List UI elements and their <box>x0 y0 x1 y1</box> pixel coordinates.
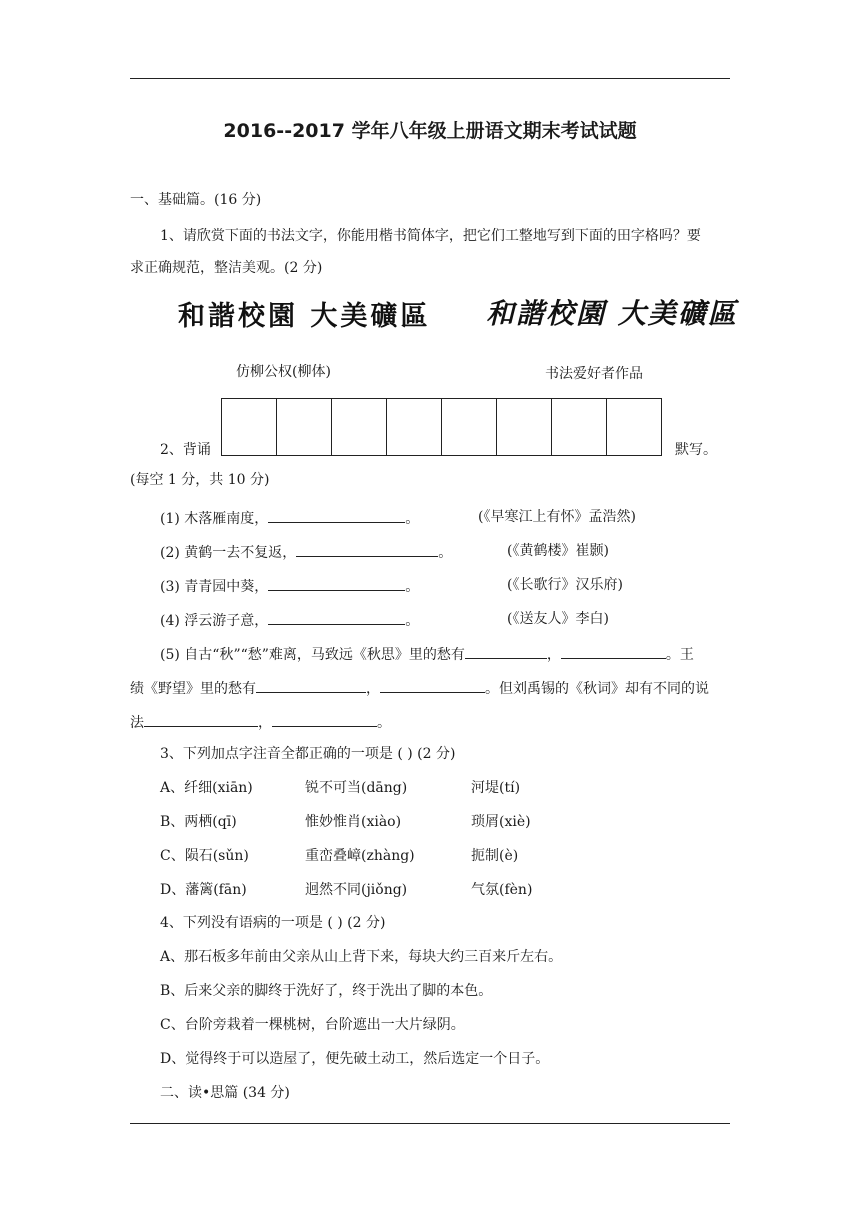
answer-blank[interactable] <box>268 507 405 523</box>
grid-cell[interactable] <box>552 399 607 455</box>
recitation-item-3 <box>160 575 419 597</box>
exam-title: 2016--2017 学年八年级上册语文期末考试试题 <box>223 120 637 142</box>
grid-cell[interactable] <box>387 399 442 455</box>
answer-blank[interactable] <box>256 677 366 693</box>
q4-option-c: C、台阶旁栽着一棵桃树，台阶遮出一大片绿阴。 <box>160 1017 465 1033</box>
item-text: 。 <box>377 715 391 731</box>
q3-option-d-1: D、藩篱(fān) <box>160 882 247 898</box>
item-text: (4) 浮云游子意， <box>160 613 269 629</box>
q3-option-d-3: 气氛(fèn) <box>471 882 533 898</box>
q3-stem: 3、下列加点字注音全都正确的一项是 ( ) (2 分) <box>160 746 456 762</box>
answer-blank[interactable] <box>144 711 258 727</box>
answer-blank[interactable] <box>380 677 485 693</box>
recitation-source-3: (《长歌行》汉乐府) <box>507 577 623 593</box>
grid-cell[interactable] <box>277 399 332 455</box>
grid-cell[interactable] <box>332 399 387 455</box>
q4-stem: 4、下列没有语病的一项是 ( ) (2 分) <box>160 915 386 931</box>
section-heading-basics: 一、基础篇。(16 分) <box>130 192 262 208</box>
q2-suffix: 默写。 <box>675 442 717 458</box>
q3-option-d-2: 迥然不同(jiǒng) <box>305 882 408 898</box>
item-text: 。王 <box>665 647 694 663</box>
grid-cell[interactable] <box>497 399 552 455</box>
q1-line2: 求正确规范，整洁美观。(2 分) <box>130 260 323 276</box>
item-text: 法 <box>130 715 144 731</box>
recitation-source-1: (《早寒江上有怀》孟浩然) <box>478 509 636 525</box>
item-text: (3) 青青园中葵， <box>160 579 269 595</box>
item-text: (2) 黄鹤一去不复返， <box>160 545 297 561</box>
item-end: 。 <box>438 545 453 561</box>
recitation-item-5-line2 <box>130 677 709 699</box>
section-heading-reading: 二、读•思篇 (34 分) <box>160 1085 290 1101</box>
q3-option-c-2: 重峦叠嶂(zhàng) <box>305 848 415 864</box>
item-text: 。但刘禹锡的《秋词》却有不同的说 <box>485 681 709 697</box>
item-end: 。 <box>405 511 420 527</box>
q3-option-b-2: 惟妙惟肖(xiào) <box>305 814 402 830</box>
item-text: 绩《野望》里的愁有 <box>130 681 256 697</box>
grid-cell[interactable] <box>442 399 497 455</box>
q3-option-a-1: A、纤细(xiān) <box>160 780 253 796</box>
answer-blank[interactable] <box>465 643 547 659</box>
item-end: 。 <box>405 579 420 595</box>
recitation-item-4 <box>160 609 419 631</box>
answer-blank[interactable] <box>272 711 377 727</box>
q3-option-a-3: 河堤(tí) <box>471 780 521 796</box>
q1-line1: 1、请欣赏下面的书法文字，你能用楷书简体字，把它们工整地写到下面的田字格吗？要 <box>160 228 701 244</box>
calligraphy-amateur-work: 和諧校園 大美礦區 <box>486 297 738 330</box>
answer-blank[interactable] <box>268 575 405 591</box>
q2-prefix: 2、背诵 <box>160 442 211 458</box>
answer-blank[interactable] <box>296 541 438 557</box>
recitation-source-4: (《送友人》李白) <box>507 611 609 627</box>
grid-cell[interactable] <box>607 399 661 455</box>
recitation-item-2 <box>160 541 452 563</box>
recitation-item-5-line3 <box>130 711 391 733</box>
q3-option-b-1: B、两栖(qī) <box>160 814 237 830</box>
recitation-item-5-line1 <box>160 643 694 665</box>
calligraphy-liu-style: 和諧校園 大美礦區 <box>178 301 431 332</box>
q2-scoring-note: (每空 1 分，共 10 分) <box>130 472 270 488</box>
q3-option-a-2: 锐不可当(dāng) <box>305 780 408 796</box>
item-comma: ， <box>546 647 561 663</box>
grid-cell[interactable] <box>222 399 277 455</box>
item-comma: ， <box>258 715 272 731</box>
item-text: (1) 木落雁南度， <box>160 511 269 527</box>
q4-option-a: A、那石板多年前由父亲从山上背下来，每块大约三百来斤左右。 <box>160 949 563 965</box>
header-rule <box>130 78 730 79</box>
answer-blank[interactable] <box>268 609 405 625</box>
caption-amateur-work: 书法爱好者作品 <box>545 366 643 382</box>
answer-blank[interactable] <box>561 643 666 659</box>
writing-grid[interactable] <box>221 398 662 456</box>
caption-liu-style: 仿柳公权(柳体) <box>236 364 331 380</box>
q3-option-c-3: 扼制(è) <box>471 848 519 864</box>
recitation-source-2: (《黄鹤楼》崔颢) <box>507 543 609 559</box>
item-text: (5) 自古“秋”“愁”难离，马致远《秋思》里的愁有 <box>160 647 465 663</box>
recitation-item-1 <box>160 507 419 529</box>
q4-option-b: B、后来父亲的脚终于洗好了，终于洗出了脚的本色。 <box>160 983 493 999</box>
q4-option-d: D、觉得终于可以造屋了，便先破土动工，然后选定一个日子。 <box>160 1051 550 1067</box>
footer-rule <box>130 1123 730 1124</box>
item-end: 。 <box>405 613 420 629</box>
q3-option-b-3: 琐屑(xiè) <box>471 814 531 830</box>
q3-option-c-1: C、陨石(sǔn) <box>160 848 249 864</box>
item-comma: ， <box>366 681 380 697</box>
